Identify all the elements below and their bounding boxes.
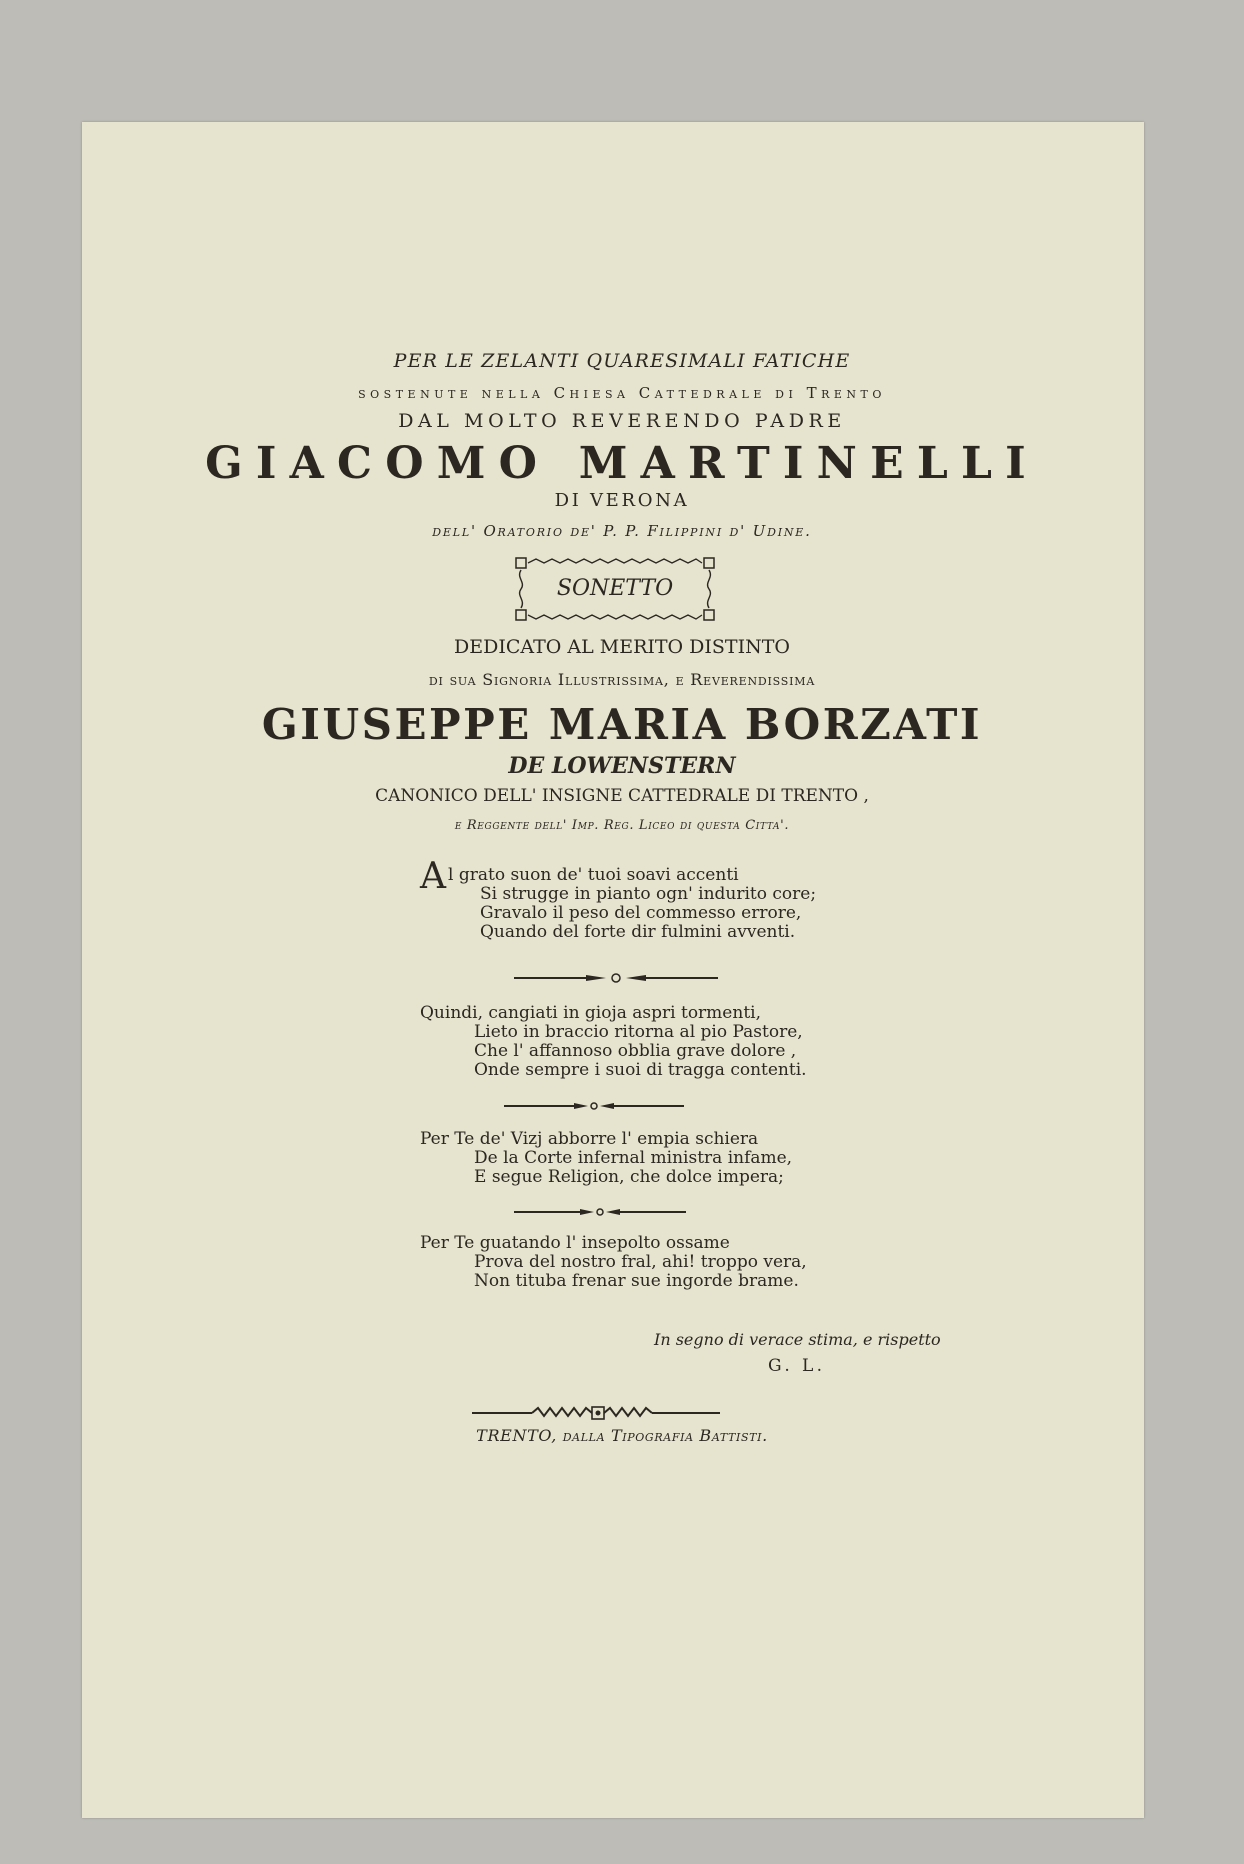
- verse-line: l grato suon de' tuoi soavi accenti: [448, 865, 739, 885]
- verse-line: Quando del forte dir fulmini avventi.: [480, 922, 796, 942]
- verse-line: Onde sempre i suoi di tragga contenti.: [474, 1060, 807, 1080]
- dedication-line-2: di sua Signoria Illustrissima, e Reverendissima: [428, 670, 816, 689]
- stanza-2: [420, 1004, 807, 1080]
- author-initials: G. L.: [768, 1356, 826, 1376]
- stanza-3: [420, 1130, 792, 1187]
- verse-line: Gravalo il peso del commesso errore,: [480, 903, 802, 923]
- dedication-line-1: DEDICATO AL MERITO DISTINTO: [454, 636, 790, 658]
- preacher-origin: DI VERONA: [554, 490, 690, 511]
- dedicatee-office-2: e Reggente dell' Imp. Reg. Liceo di questa Citta'.: [454, 818, 790, 833]
- verse-line: Quindi, cangiati in gioja aspri tormenti,: [420, 1003, 761, 1023]
- dedicatee-office-1: CANONICO DELL' INSIGNE CATTEDRALE DI TRENTO ,: [375, 786, 869, 806]
- stanza-4: [420, 1234, 807, 1291]
- genre-label: SONETTO: [556, 576, 674, 601]
- heading-line-3: DAL MOLTO REVERENDO PADRE: [398, 410, 846, 432]
- stanza-1: [420, 856, 817, 942]
- verse-line: Lieto in braccio ritorna al pio Pastore,: [474, 1022, 803, 1042]
- divider-ornament-icon: [504, 1100, 684, 1112]
- paper-sheet: [82, 122, 1144, 1818]
- drop-cap: A: [420, 856, 446, 897]
- oratory-line: dell' Oratorio de' P. P. Filippini d' Udine.: [432, 522, 812, 540]
- verse-line: E segue Religion, che dolce impera;: [474, 1167, 784, 1187]
- dedicatee-title: DE LOWENSTERN: [508, 753, 736, 779]
- preacher-name: GIACOMO MARTINELLI: [205, 438, 1039, 489]
- verse-line: De la Corte infernal ministra infame,: [474, 1148, 793, 1168]
- sonetto-frame: [514, 556, 716, 622]
- printer-imprint: TRENTO, dalla Tipografia Battisti.: [476, 1426, 768, 1445]
- verse-line: Si strugge in pianto ogn' indurito core;: [480, 884, 817, 904]
- verse-line: Per Te guatando l' insepolto ossame: [420, 1233, 730, 1253]
- verse-line: Che l' affannoso obblia grave dolore ,: [474, 1041, 797, 1061]
- divider-ornament-icon: [514, 1206, 686, 1218]
- verse-line: Non tituba frenar sue ingorde brame.: [474, 1271, 799, 1291]
- signature-line: In segno di verace stima, e rispetto: [654, 1330, 941, 1349]
- dedicatee-name: GIUSEPPE MARIA BORZATI: [261, 700, 983, 749]
- verse-line: Per Te de' Vizj abborre l' empia schiera: [420, 1129, 759, 1149]
- divider-ornament-icon: [514, 972, 718, 984]
- heading-line-1: PER LE ZELANTI QUARESIMALI FATICHE: [393, 350, 851, 372]
- verse-line: Prova del nostro fral, ahi! troppo vera,: [474, 1252, 807, 1272]
- heading-line-2: sostenute nella Chiesa Cattedrale di Trento: [358, 384, 886, 402]
- tailpiece-ornament-icon: [472, 1404, 720, 1420]
